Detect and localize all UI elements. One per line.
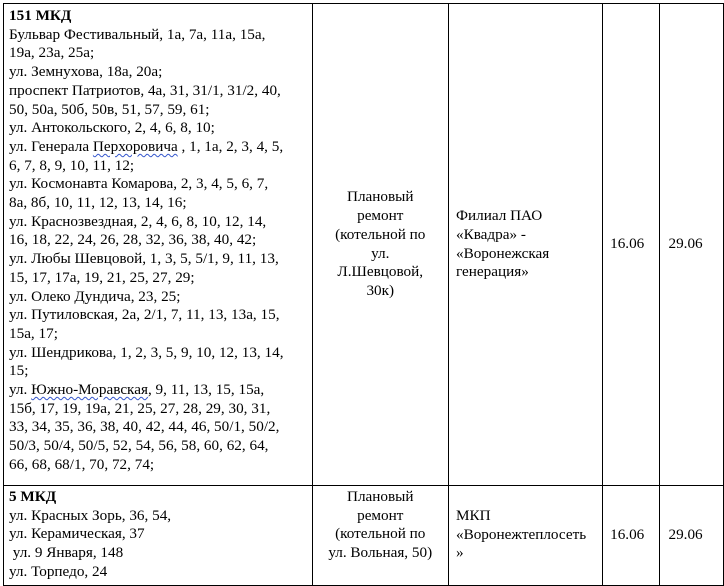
start-date-cell: 16.06 — [603, 486, 660, 586]
address-line: ул. Генерала Перхоровича , 1, 1а, 2, 3, 4, 5, — [9, 137, 284, 155]
address-line: 19а, 23а, 25а; — [9, 44, 95, 62]
address-line: ул. Красных Зорь, 36, 54, — [9, 506, 172, 524]
address-line: 15а, 17; — [9, 324, 58, 342]
address-line: 15б, 17, 19, 19а, 21, 25, 27, 28, 29, 30, 31, — [9, 399, 271, 417]
organization-line: Филиал ПАО — [455, 207, 543, 225]
organization-line: генерация» — [455, 263, 529, 281]
address-line: ул. Путиловская, 2а, 2/1, 7, 11, 13, 13а, 15, — [9, 306, 280, 324]
address-line: 50/3, 50/4, 50/5, 52, 54, 56, 58, 60, 62, 64, — [9, 437, 269, 455]
work-type-line: ул. — [371, 244, 390, 262]
address-cell — [4, 4, 313, 486]
work-type-cell — [312, 4, 448, 486]
spellcheck-underline: Южно-Моравская — [31, 381, 148, 399]
work-type-line: ремонт — [357, 207, 404, 225]
work-type-line: 30к) — [366, 281, 395, 299]
address-line: ул. 9 Января, 148 — [9, 544, 124, 562]
table-row — [4, 4, 724, 486]
organization-line: МКП — [455, 507, 491, 524]
outage-schedule-table — [3, 3, 724, 586]
address-line: 15, 17, 17а, 19, 21, 25, 27, 29; — [9, 268, 195, 286]
organization-line: «Воронежская — [455, 244, 550, 262]
work-type-line: Плановый — [346, 488, 414, 505]
work-type-line: (котельной по — [335, 525, 426, 543]
address-line: 16, 18, 22, 24, 26, 28, 32, 36, 38, 40, 42; — [9, 231, 257, 249]
work-type-line: ремонт — [357, 506, 404, 524]
address-cell — [4, 486, 313, 586]
address-line: ул. Краснозвездная, 2, 4, 6, 8, 10, 12, 14, — [9, 212, 267, 230]
address-line: 66, 68, 68/1, 70, 72, 74; — [9, 455, 155, 473]
address-line: 6, 7, 8, 9, 10, 11, 12; — [9, 156, 135, 174]
work-type-line: Л.Шевцовой, — [337, 263, 424, 281]
start-date-cell: 16.06 — [603, 4, 660, 486]
address-line: ул. Антокольского, 2, 4, 6, 8, 10; — [9, 119, 215, 137]
work-type-line: ул. Вольная, 50) — [328, 544, 433, 562]
address-line: 33, 34, 35, 36, 38, 40, 42, 44, 46, 50/1, 50/2, — [9, 418, 280, 436]
building-count: 151 МКД — [9, 7, 72, 24]
organization-cell — [448, 486, 602, 586]
address-line: ул. Торпедо, 24 — [9, 562, 108, 580]
address-line: ул. Южно-Моравская, 9, 11, 13, 15, 15а, — [9, 381, 265, 399]
organization-line: «Квадра» - — [455, 225, 526, 243]
table-row — [4, 486, 724, 586]
work-type-line: Плановый — [346, 188, 414, 206]
address-line: ул. Керамическая, 37 — [9, 525, 145, 543]
address-line: 15; — [9, 362, 29, 380]
work-type-line: (котельной по — [335, 225, 426, 243]
organization-line: «Воронежтеплосеть — [455, 525, 587, 543]
end-date-cell: 29.06 — [660, 486, 724, 586]
address-line: Бульвар Фестивальный, 1а, 7а, 11а, 15а, — [9, 25, 266, 43]
address-line: ул. Земнухова, 18а, 20а; — [9, 63, 163, 81]
address-line: ул. Олеко Дундича, 23, 25; — [9, 287, 181, 305]
end-date-cell: 29.06 — [660, 4, 724, 486]
organization-line: » — [455, 544, 464, 562]
building-count: 5 МКД — [9, 488, 57, 505]
address-line: 50, 50а, 50б, 50в, 51, 57, 59, 61; — [9, 100, 210, 118]
address-line: ул. Любы Шевцовой, 1, 3, 5, 5/1, 9, 11, 13, — [9, 250, 279, 268]
address-line: проспект Патриотов, 4а, 31, 31/1, 31/2, 40, — [9, 81, 281, 99]
address-line: ул. Космонавта Комарова, 2, 3, 4, 5, 6, 7, — [9, 175, 269, 193]
address-line: 8а, 8б, 10, 11, 12, 13, 14, 16; — [9, 194, 187, 212]
address-line: ул. Шендрикова, 1, 2, 3, 5, 9, 10, 12, 13, 14, — [9, 343, 284, 361]
spellcheck-underline: Перхоровича — [92, 137, 178, 155]
work-type-cell — [312, 486, 448, 586]
organization-cell — [448, 4, 602, 486]
